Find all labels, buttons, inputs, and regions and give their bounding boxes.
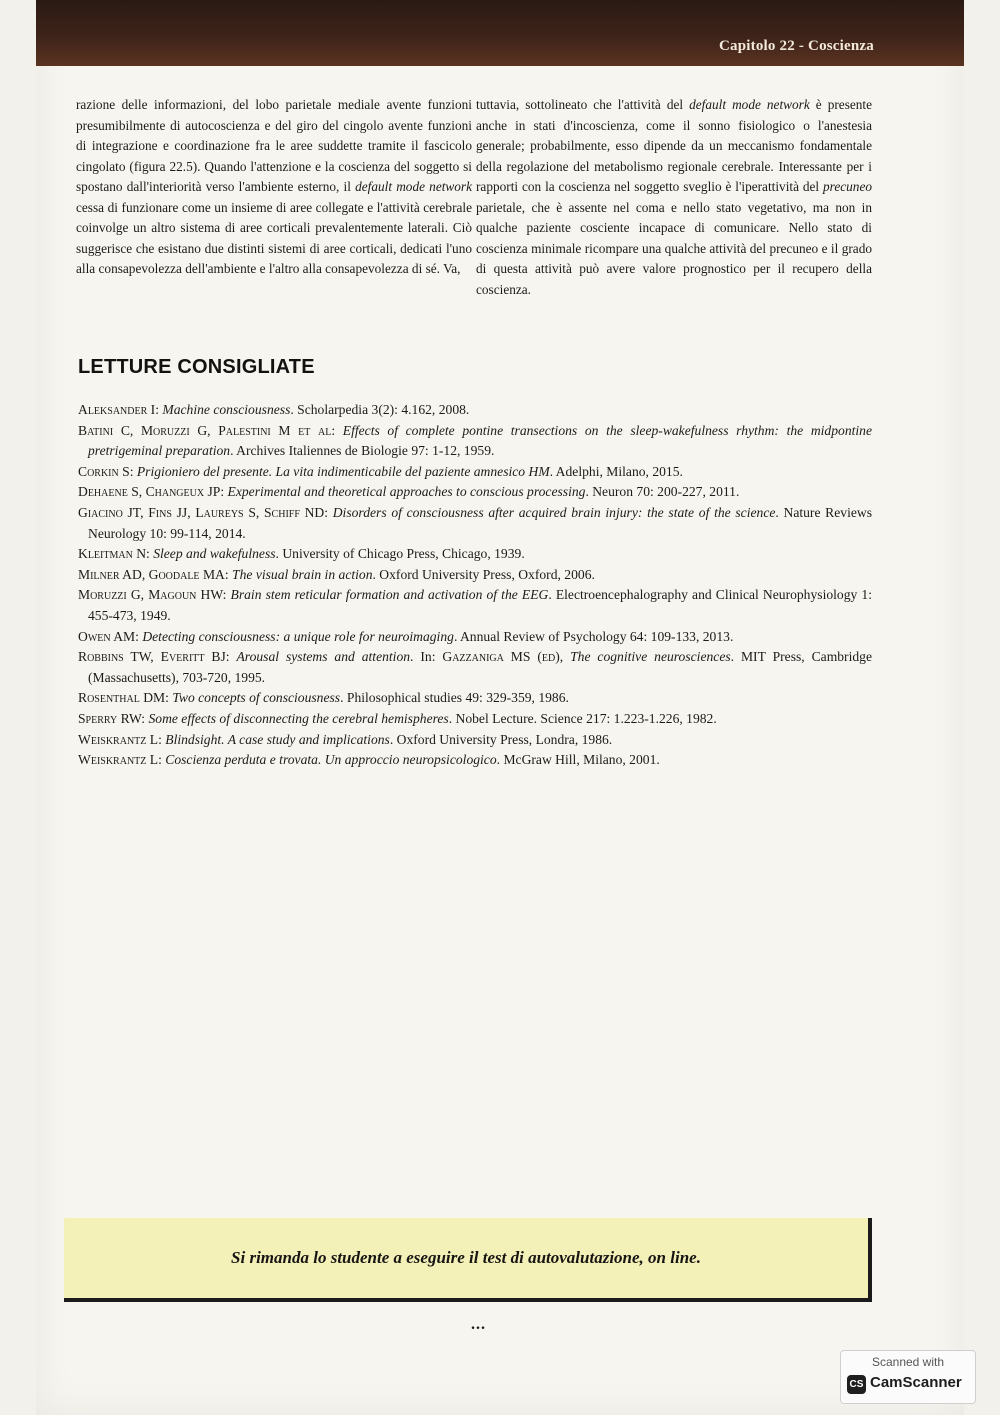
reference-title: Detecting consciousness: a unique role for neuroimaging bbox=[142, 628, 454, 644]
watermark-brand: CamScanner bbox=[870, 1374, 962, 1391]
reference-author: Owen bbox=[78, 628, 111, 644]
reference-text: . Annual Review of Psychology 64: 109-133, 2013. bbox=[453, 628, 734, 644]
reference-author: Robbins bbox=[78, 649, 124, 665]
reference-text: . Electroencephalography and Clinical Neurophysiology 1: 455-473, 1949. bbox=[88, 587, 872, 623]
reference-text: . Nobel Lecture. Science 217: 1.223-1.226, 1982. bbox=[448, 710, 717, 726]
reference-author: Changeux bbox=[145, 484, 205, 500]
reference-text: M bbox=[270, 422, 299, 438]
reference-title: Sleep and wakefulness bbox=[153, 546, 276, 562]
reference-author: Batini bbox=[78, 422, 114, 438]
callout-text: Si rimanda lo studente a eseguire il test di autovalutazione, on line. bbox=[231, 1248, 701, 1267]
reference-text: MA: bbox=[199, 566, 233, 582]
reference-text: S, bbox=[243, 504, 264, 520]
reference-author: Rosenthal bbox=[78, 690, 140, 706]
reference-item bbox=[78, 565, 872, 586]
reference-text: MS ( bbox=[503, 649, 542, 665]
reference-title: Two concepts of consciousness bbox=[172, 690, 341, 706]
reference-author: ed bbox=[541, 649, 556, 665]
reference-item bbox=[78, 730, 872, 751]
reference-author: Kleitman bbox=[78, 546, 133, 562]
reference-text: DM: bbox=[139, 690, 173, 706]
right-text-segment: è presente anche in stati d'incoscienza, come il sonno fisiologico o l'anestesia generale; probabilmente, esso dipende da un meccanismo fondamentale della regolazione del metabolismo regionale cerebrale. Interessante per i rapporti con la coscienza nel soggetto sveglio è l'iperattività del bbox=[476, 97, 873, 194]
reference-text: . MIT Press, Cambridge (Massachusetts), 703-720, 1995. bbox=[88, 649, 872, 685]
right-text-segment: default mode network bbox=[689, 97, 810, 112]
left-text-segment: cessa di funzionare come un insieme di aree collegate e l'attività cerebrale coinvolge un altro sistema di aree corticali prevalentemente laterali. Ciò suggerisce che esistano due distinti sistemi di aree corticali, dedicati l'uno alla consapevolezza dell'ambiente e l'altro alla consapevolezza di sé. Va, bbox=[76, 199, 472, 276]
reference-author: Gazzaniga bbox=[442, 649, 504, 665]
reference-author: Laureys bbox=[195, 504, 244, 520]
reference-text: RW: bbox=[117, 710, 149, 726]
reference-author: Moruzzi bbox=[140, 422, 190, 438]
reference-author: Fins bbox=[148, 504, 172, 520]
reference-title: The cognitive neurosciences bbox=[570, 649, 731, 665]
page-dots: ... bbox=[471, 1316, 486, 1333]
reference-author: Sperry bbox=[78, 710, 118, 726]
reference-item bbox=[78, 750, 872, 771]
reference-title: Effects of complete pontine transections on the sleep-wakefulness rhythm: the midpontine pretrigeminal preparation bbox=[88, 422, 873, 459]
reference-text: . Adelphi, Milano, 2015. bbox=[549, 463, 683, 479]
watermark-top-text: Scanned with bbox=[871, 1355, 945, 1369]
camscanner-logo-icon: CS bbox=[847, 1375, 866, 1394]
reference-author: Corkin bbox=[78, 463, 119, 479]
reference-text: TW, bbox=[123, 649, 161, 665]
reference-author: Magoun bbox=[148, 587, 197, 603]
reference-text: JP: bbox=[204, 484, 228, 500]
readings-title: LETTURE CONSIGLIATE bbox=[78, 356, 315, 378]
reference-item bbox=[78, 462, 872, 483]
reference-text: AM: bbox=[110, 628, 143, 644]
reference-title: Machine consciousness bbox=[162, 402, 291, 417]
left-text-segment: default mode network bbox=[355, 179, 473, 194]
reference-author: Goodale bbox=[148, 566, 200, 582]
reference-text: S, bbox=[127, 484, 146, 500]
reference-author: Giacino bbox=[78, 504, 123, 520]
reference-text: ), bbox=[555, 649, 571, 665]
reference-author: et al bbox=[298, 422, 332, 438]
reference-item bbox=[78, 688, 872, 709]
reference-item bbox=[78, 482, 872, 503]
reference-text: L: bbox=[146, 731, 166, 747]
reference-list bbox=[78, 400, 872, 771]
reference-text: . Neuron 70: 200-227, 2011. bbox=[585, 484, 740, 500]
left-column-text bbox=[76, 95, 472, 280]
reference-text: C, bbox=[113, 422, 141, 438]
reference-text: N: bbox=[132, 546, 154, 562]
reference-title: Brain stem reticular formation and activation of the EEG bbox=[230, 587, 549, 603]
reference-title: Experimental and theoretical approaches to conscious processing bbox=[227, 484, 586, 500]
right-text-segment: parietale, che è assente nel coma e nello stato vegetativo, ma non in qualche paziente cosciente incapace di comunicare. Nello stato di coscienza minimale ricompare una qualche attività del precuneo e il grado di questa attività può avere valore prognostico per il recupero della coscienza. bbox=[476, 199, 872, 297]
reference-author: Moruzzi bbox=[78, 587, 127, 603]
reference-text: . McGraw Hill, Milano, 2001. bbox=[496, 752, 660, 768]
reference-text: S: bbox=[118, 463, 137, 479]
reference-text: L: bbox=[146, 752, 166, 768]
reference-title: Disorders of consciousness after acquired brain injury: the state of the science bbox=[332, 504, 776, 520]
reference-item bbox=[78, 647, 872, 688]
reference-item bbox=[78, 585, 872, 626]
reference-title: Arousal systems and attention bbox=[236, 649, 411, 665]
reference-title: The visual brain in action bbox=[232, 566, 373, 582]
reference-author: Schiff bbox=[264, 504, 300, 520]
reference-author: Milner bbox=[78, 566, 120, 582]
reference-item bbox=[78, 709, 872, 730]
reference-title: Coscienza perduta e trovata. Un approccio neuropsicologico bbox=[165, 752, 497, 768]
reference-text: . Nature Reviews Neurology 10: 99-114, 2014. bbox=[88, 504, 873, 541]
reference-author: Weiskrantz bbox=[78, 731, 147, 747]
reference-text: I: bbox=[147, 402, 163, 417]
reference-text: . In: bbox=[410, 649, 443, 665]
reference-item bbox=[78, 421, 872, 462]
right-text-segment: precuneo bbox=[823, 179, 872, 194]
reference-text: AD, bbox=[119, 566, 149, 582]
reference-text: . Archives Italiennes de Biologie 97: 1-12, 1959. bbox=[230, 443, 495, 459]
body-columns bbox=[76, 95, 872, 300]
chapter-header bbox=[36, 0, 964, 66]
chapter-title: Capitolo 22 - Coscienza bbox=[718, 38, 874, 54]
reference-text: JT, bbox=[122, 504, 149, 520]
camscanner-watermark bbox=[840, 1350, 976, 1404]
reference-text: . Oxford University Press, Londra, 1986. bbox=[389, 731, 613, 747]
reference-title: Prigioniero del presente. La vita indimenticabile del paziente amnesico HM bbox=[136, 463, 550, 479]
reference-text: JJ, bbox=[171, 504, 196, 520]
reference-text: HW: bbox=[196, 587, 231, 603]
reference-author: Palestini bbox=[218, 422, 271, 438]
reference-item bbox=[78, 544, 872, 565]
reference-text: ND: bbox=[299, 504, 333, 520]
reference-item bbox=[78, 400, 872, 421]
reference-item bbox=[78, 503, 872, 544]
left-column bbox=[76, 95, 472, 300]
reference-text: : bbox=[331, 422, 343, 438]
left-text-segment: razione delle informazioni, del lobo parietale mediale avente funzioni presumibilmente di autocoscienza e del giro del cingolo avente funzioni di integrazione e coordinazione fra le aree suddette tramite il fascicolo cingolato (figura 22.5). Quando l'attenzione e la coscienza del soggetto si spostano dall'interiorità verso l'ambiente esterno, il bbox=[76, 97, 472, 194]
reference-author: Weiskrantz bbox=[78, 752, 147, 768]
reference-text: G, bbox=[189, 422, 219, 438]
reference-title: Blindsight. A case study and implications bbox=[165, 731, 390, 747]
reference-title: Some effects of disconnecting the cerebral hemispheres bbox=[148, 710, 449, 726]
reference-text: . Philosophical studies 49: 329-359, 1986. bbox=[340, 690, 569, 706]
reference-author: Everitt bbox=[160, 649, 205, 665]
right-column bbox=[476, 95, 872, 300]
reference-text: . University of Chicago Press, Chicago, 1939. bbox=[275, 546, 525, 562]
right-column-text bbox=[476, 95, 872, 300]
reference-text: . Oxford University Press, Oxford, 2006. bbox=[372, 566, 595, 582]
self-assessment-callout bbox=[64, 1218, 872, 1302]
reference-author: Aleksander bbox=[78, 402, 148, 417]
reference-text: . Scholarpedia 3(2): 4.162, 2008. bbox=[290, 402, 470, 417]
reference-author: Dehaene bbox=[78, 484, 128, 500]
reference-text: BJ: bbox=[204, 649, 237, 665]
reference-item bbox=[78, 627, 872, 648]
right-text-segment: tuttavia, sottolineato che l'attività del bbox=[476, 97, 690, 112]
reference-text: G, bbox=[126, 587, 149, 603]
